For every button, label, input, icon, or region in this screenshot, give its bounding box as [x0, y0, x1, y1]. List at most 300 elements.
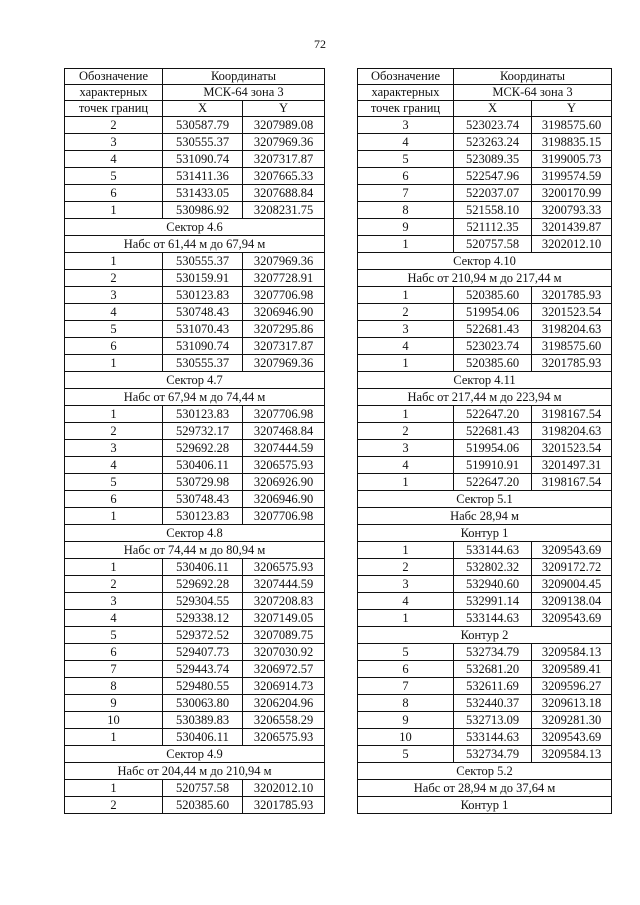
section-row	[358, 389, 612, 406]
y-coordinate: 3207665.33	[243, 168, 325, 185]
x-coordinate: 523089.35	[454, 151, 532, 168]
x-coordinate: 532940.60	[454, 576, 532, 593]
x-coordinate: 522681.43	[454, 423, 532, 440]
point-row	[358, 576, 612, 593]
point-number: 1	[65, 355, 163, 372]
point-number: 6	[65, 491, 163, 508]
x-coordinate: 530406.11	[163, 457, 243, 474]
y-coordinate: 3206204.96	[243, 695, 325, 712]
point-number: 3	[358, 576, 454, 593]
point-row	[65, 117, 325, 134]
header-row	[358, 101, 612, 117]
point-row	[358, 593, 612, 610]
point-number: 1	[358, 355, 454, 372]
y-coordinate: 3198575.60	[532, 338, 612, 355]
point-number: 2	[65, 797, 163, 814]
point-number: 1	[358, 287, 454, 304]
x-coordinate: 530159.91	[163, 270, 243, 287]
section-row	[65, 542, 325, 559]
y-coordinate: 3206946.90	[243, 304, 325, 321]
point-row	[65, 355, 325, 372]
point-row	[358, 746, 612, 763]
x-coordinate: 529443.74	[163, 661, 243, 678]
x-coordinate: 532802.32	[454, 559, 532, 576]
y-coordinate: 3206558.29	[243, 712, 325, 729]
x-coordinate: 529407.73	[163, 644, 243, 661]
point-row	[65, 338, 325, 355]
y-coordinate: 3207089.75	[243, 627, 325, 644]
y-coordinate: 3209138.04	[532, 593, 612, 610]
x-coordinate: 533144.63	[454, 542, 532, 559]
point-row	[65, 168, 325, 185]
section-label: Сектор 4.9	[65, 746, 325, 763]
point-number: 2	[65, 576, 163, 593]
point-number: 6	[358, 661, 454, 678]
x-coordinate: 529692.28	[163, 440, 243, 457]
point-row	[65, 661, 325, 678]
header-y: Y	[532, 101, 612, 117]
y-coordinate: 3207317.87	[243, 338, 325, 355]
point-number: 5	[65, 627, 163, 644]
point-number: 7	[358, 185, 454, 202]
point-number: 1	[65, 729, 163, 746]
point-row	[65, 253, 325, 270]
point-number: 1	[65, 559, 163, 576]
x-coordinate: 531411.36	[163, 168, 243, 185]
y-coordinate: 3209584.13	[532, 644, 612, 661]
point-row	[65, 491, 325, 508]
point-row	[65, 151, 325, 168]
point-number: 1	[65, 780, 163, 797]
x-coordinate: 530555.37	[163, 134, 243, 151]
x-coordinate: 530406.11	[163, 729, 243, 746]
x-coordinate: 520757.58	[163, 780, 243, 797]
point-number: 2	[65, 270, 163, 287]
section-row	[65, 372, 325, 389]
y-coordinate: 3198204.63	[532, 423, 612, 440]
point-row	[358, 678, 612, 695]
x-coordinate: 532734.79	[454, 746, 532, 763]
header-designation-line-1: Обозначение	[65, 69, 163, 85]
y-coordinate: 3201523.54	[532, 304, 612, 321]
x-coordinate: 531090.74	[163, 151, 243, 168]
point-number: 3	[358, 321, 454, 338]
x-coordinate: 529372.52	[163, 627, 243, 644]
point-number: 9	[65, 695, 163, 712]
header-row	[358, 69, 612, 85]
point-row	[358, 457, 612, 474]
section-row	[65, 236, 325, 253]
point-row	[65, 610, 325, 627]
x-coordinate: 530748.43	[163, 304, 243, 321]
point-row	[358, 304, 612, 321]
y-coordinate: 3201439.87	[532, 219, 612, 236]
x-coordinate: 521558.10	[454, 202, 532, 219]
x-coordinate: 529732.17	[163, 423, 243, 440]
point-number: 3	[65, 134, 163, 151]
section-label: Набс от 204,44 м до 210,94 м	[65, 763, 325, 780]
section-label: Набс от 28,94 м до 37,64 м	[358, 780, 612, 797]
point-number: 3	[65, 440, 163, 457]
y-coordinate: 3198835.15	[532, 134, 612, 151]
point-row	[358, 712, 612, 729]
point-number: 6	[65, 185, 163, 202]
coordinates-table-right	[357, 68, 612, 814]
point-number: 4	[358, 593, 454, 610]
y-coordinate: 3207969.36	[243, 134, 325, 151]
section-row	[358, 763, 612, 780]
x-coordinate: 519910.91	[454, 457, 532, 474]
y-coordinate: 3207688.84	[243, 185, 325, 202]
point-row	[65, 678, 325, 695]
point-row	[358, 134, 612, 151]
x-coordinate: 523023.74	[454, 338, 532, 355]
header-row	[65, 101, 325, 117]
point-number: 2	[358, 559, 454, 576]
point-number: 2	[65, 423, 163, 440]
y-coordinate: 3206575.93	[243, 559, 325, 576]
x-coordinate: 522037.07	[454, 185, 532, 202]
point-row	[65, 780, 325, 797]
point-row	[65, 457, 325, 474]
header-designation-line-2: характерных	[358, 85, 454, 101]
point-number: 1	[358, 610, 454, 627]
point-number: 2	[358, 304, 454, 321]
y-coordinate: 3209613.18	[532, 695, 612, 712]
section-row	[358, 627, 612, 644]
y-coordinate: 3200170.99	[532, 185, 612, 202]
y-coordinate: 3207149.05	[243, 610, 325, 627]
header-x: X	[454, 101, 532, 117]
y-coordinate: 3207706.98	[243, 406, 325, 423]
point-number: 1	[65, 202, 163, 219]
header-coordinates-line-2: МСК-64 зона 3	[163, 85, 325, 101]
x-coordinate: 532611.69	[454, 678, 532, 695]
section-label: Сектор 4.8	[65, 525, 325, 542]
point-number: 8	[65, 678, 163, 695]
header-y: Y	[243, 101, 325, 117]
x-coordinate: 523263.24	[454, 134, 532, 151]
x-coordinate: 533144.63	[454, 610, 532, 627]
point-row	[65, 729, 325, 746]
section-label: Сектор 4.11	[358, 372, 612, 389]
point-row	[358, 729, 612, 746]
point-row	[358, 406, 612, 423]
header-row	[65, 85, 325, 101]
section-row	[65, 763, 325, 780]
x-coordinate: 530729.98	[163, 474, 243, 491]
point-number: 4	[65, 151, 163, 168]
y-coordinate: 3207444.59	[243, 440, 325, 457]
y-coordinate: 3209543.69	[532, 610, 612, 627]
point-row	[358, 695, 612, 712]
section-label: Контур 1	[358, 525, 612, 542]
x-coordinate: 532681.20	[454, 661, 532, 678]
header-designation-line-3: точек границ	[65, 101, 163, 117]
point-number: 4	[65, 457, 163, 474]
y-coordinate: 3209589.41	[532, 661, 612, 678]
x-coordinate: 530123.83	[163, 508, 243, 525]
y-coordinate: 3209004.45	[532, 576, 612, 593]
coordinates-table-left	[64, 68, 325, 814]
y-coordinate: 3207969.36	[243, 355, 325, 372]
y-coordinate: 3207030.92	[243, 644, 325, 661]
point-row	[65, 474, 325, 491]
x-coordinate: 529338.12	[163, 610, 243, 627]
point-row	[65, 576, 325, 593]
x-coordinate: 522647.20	[454, 474, 532, 491]
header-x: X	[163, 101, 243, 117]
point-number: 1	[358, 406, 454, 423]
x-coordinate: 519954.06	[454, 304, 532, 321]
y-coordinate: 3209172.72	[532, 559, 612, 576]
section-row	[358, 270, 612, 287]
header-coordinates-line-1: Координаты	[163, 69, 325, 85]
point-row	[65, 406, 325, 423]
x-coordinate: 522547.96	[454, 168, 532, 185]
x-coordinate: 531090.74	[163, 338, 243, 355]
x-coordinate: 530123.83	[163, 287, 243, 304]
y-coordinate: 3198167.54	[532, 474, 612, 491]
section-label: Набс от 61,44 м до 67,94 м	[65, 236, 325, 253]
page-number: 72	[314, 37, 326, 51]
x-coordinate: 530587.79	[163, 117, 243, 134]
x-coordinate: 531433.05	[163, 185, 243, 202]
y-coordinate: 3209543.69	[532, 729, 612, 746]
section-row	[65, 219, 325, 236]
point-number: 6	[358, 168, 454, 185]
x-coordinate: 529480.55	[163, 678, 243, 695]
header-row	[358, 85, 612, 101]
section-row	[65, 746, 325, 763]
section-row	[358, 780, 612, 797]
y-coordinate: 3209281.30	[532, 712, 612, 729]
point-number: 8	[358, 695, 454, 712]
y-coordinate: 3207208.83	[243, 593, 325, 610]
point-number: 5	[65, 168, 163, 185]
y-coordinate: 3206914.73	[243, 678, 325, 695]
x-coordinate: 530063.80	[163, 695, 243, 712]
point-row	[358, 542, 612, 559]
section-row	[358, 797, 612, 814]
point-row	[358, 321, 612, 338]
header-designation-line-1: Обозначение	[358, 69, 454, 85]
point-number: 6	[65, 338, 163, 355]
point-row	[65, 287, 325, 304]
x-coordinate: 530748.43	[163, 491, 243, 508]
x-coordinate: 530986.92	[163, 202, 243, 219]
y-coordinate: 3209543.69	[532, 542, 612, 559]
point-row	[65, 508, 325, 525]
section-label: Сектор 5.2	[358, 763, 612, 780]
y-coordinate: 3200793.33	[532, 202, 612, 219]
point-number: 1	[65, 508, 163, 525]
section-label: Сектор 4.7	[65, 372, 325, 389]
point-row	[358, 168, 612, 185]
point-row	[358, 287, 612, 304]
point-number: 2	[65, 117, 163, 134]
point-row	[358, 644, 612, 661]
point-row	[358, 440, 612, 457]
y-coordinate: 3199574.59	[532, 168, 612, 185]
point-row	[358, 355, 612, 372]
point-row	[65, 593, 325, 610]
point-number: 5	[358, 746, 454, 763]
y-coordinate: 3207706.98	[243, 508, 325, 525]
y-coordinate: 3206575.93	[243, 729, 325, 746]
y-coordinate: 3207468.84	[243, 423, 325, 440]
point-row	[65, 321, 325, 338]
section-row	[358, 508, 612, 525]
x-coordinate: 530555.37	[163, 355, 243, 372]
point-row	[358, 185, 612, 202]
y-coordinate: 3206575.93	[243, 457, 325, 474]
section-row	[358, 253, 612, 270]
section-label: Набс от 74,44 м до 80,94 м	[65, 542, 325, 559]
section-label: Набс от 217,44 м до 223,94 м	[358, 389, 612, 406]
header-row	[65, 69, 325, 85]
point-number: 3	[65, 593, 163, 610]
y-coordinate: 3207444.59	[243, 576, 325, 593]
point-number: 10	[358, 729, 454, 746]
y-coordinate: 3207295.86	[243, 321, 325, 338]
point-row	[358, 661, 612, 678]
section-label: Сектор 5.1	[358, 491, 612, 508]
point-number: 6	[65, 644, 163, 661]
point-number: 5	[65, 321, 163, 338]
header-designation-line-2: характерных	[65, 85, 163, 101]
point-row	[65, 185, 325, 202]
section-row	[358, 491, 612, 508]
point-row	[65, 270, 325, 287]
y-coordinate: 3198204.63	[532, 321, 612, 338]
point-number: 3	[358, 440, 454, 457]
section-label: Сектор 4.6	[65, 219, 325, 236]
x-coordinate: 520757.58	[454, 236, 532, 253]
point-row	[65, 440, 325, 457]
x-coordinate: 522647.20	[454, 406, 532, 423]
y-coordinate: 3202012.10	[532, 236, 612, 253]
point-number: 9	[358, 219, 454, 236]
point-number: 4	[65, 610, 163, 627]
section-row	[65, 389, 325, 406]
x-coordinate: 532440.37	[454, 695, 532, 712]
point-number: 1	[65, 253, 163, 270]
y-coordinate: 3207989.08	[243, 117, 325, 134]
y-coordinate: 3201497.31	[532, 457, 612, 474]
point-row	[65, 695, 325, 712]
section-row	[358, 525, 612, 542]
point-row	[65, 559, 325, 576]
y-coordinate: 3206926.90	[243, 474, 325, 491]
point-row	[358, 474, 612, 491]
y-coordinate: 3208231.75	[243, 202, 325, 219]
x-coordinate: 523023.74	[454, 117, 532, 134]
y-coordinate: 3207969.36	[243, 253, 325, 270]
point-row	[65, 712, 325, 729]
x-coordinate: 532713.09	[454, 712, 532, 729]
section-label: Набс 28,94 м	[358, 508, 612, 525]
point-number: 1	[65, 406, 163, 423]
point-row	[358, 151, 612, 168]
point-number: 10	[65, 712, 163, 729]
section-row	[65, 525, 325, 542]
x-coordinate: 533144.63	[454, 729, 532, 746]
point-row	[358, 202, 612, 219]
point-number: 1	[358, 542, 454, 559]
point-row	[358, 117, 612, 134]
point-number: 7	[358, 678, 454, 695]
x-coordinate: 529692.28	[163, 576, 243, 593]
y-coordinate: 3207706.98	[243, 287, 325, 304]
point-number: 1	[358, 236, 454, 253]
point-number: 9	[358, 712, 454, 729]
y-coordinate: 3201785.93	[532, 287, 612, 304]
x-coordinate: 530555.37	[163, 253, 243, 270]
x-coordinate: 531070.43	[163, 321, 243, 338]
y-coordinate: 3199005.73	[532, 151, 612, 168]
section-label: Набс от 210,94 м до 217,44 м	[358, 270, 612, 287]
section-row	[358, 372, 612, 389]
section-label: Сектор 4.10	[358, 253, 612, 270]
point-number: 8	[358, 202, 454, 219]
point-number: 7	[65, 661, 163, 678]
point-number: 4	[358, 134, 454, 151]
point-row	[65, 797, 325, 814]
point-row	[358, 423, 612, 440]
y-coordinate: 3207728.91	[243, 270, 325, 287]
header-coordinates-line-2: МСК-64 зона 3	[454, 85, 612, 101]
point-row	[65, 202, 325, 219]
x-coordinate: 532991.14	[454, 593, 532, 610]
y-coordinate: 3206946.90	[243, 491, 325, 508]
header-designation-line-3: точек границ	[358, 101, 454, 117]
point-number: 1	[358, 474, 454, 491]
x-coordinate: 521112.35	[454, 219, 532, 236]
y-coordinate: 3209584.13	[532, 746, 612, 763]
y-coordinate: 3201785.93	[243, 797, 325, 814]
point-number: 2	[358, 423, 454, 440]
point-number: 5	[65, 474, 163, 491]
y-coordinate: 3201785.93	[532, 355, 612, 372]
point-number: 5	[358, 644, 454, 661]
point-number: 5	[358, 151, 454, 168]
section-label: Набс от 67,94 м до 74,44 м	[65, 389, 325, 406]
point-row	[358, 338, 612, 355]
x-coordinate: 529304.55	[163, 593, 243, 610]
point-row	[65, 644, 325, 661]
y-coordinate: 3206972.57	[243, 661, 325, 678]
point-number: 4	[65, 304, 163, 321]
point-row	[358, 219, 612, 236]
x-coordinate: 530123.83	[163, 406, 243, 423]
y-coordinate: 3209596.27	[532, 678, 612, 695]
y-coordinate: 3202012.10	[243, 780, 325, 797]
x-coordinate: 522681.43	[454, 321, 532, 338]
point-number: 3	[65, 287, 163, 304]
y-coordinate: 3198167.54	[532, 406, 612, 423]
point-row	[358, 236, 612, 253]
section-label: Контур 1	[358, 797, 612, 814]
point-number: 3	[358, 117, 454, 134]
section-label: Контур 2	[358, 627, 612, 644]
x-coordinate: 520385.60	[454, 355, 532, 372]
y-coordinate: 3207317.87	[243, 151, 325, 168]
x-coordinate: 532734.79	[454, 644, 532, 661]
point-row	[65, 627, 325, 644]
x-coordinate: 520385.60	[163, 797, 243, 814]
point-row	[65, 304, 325, 321]
